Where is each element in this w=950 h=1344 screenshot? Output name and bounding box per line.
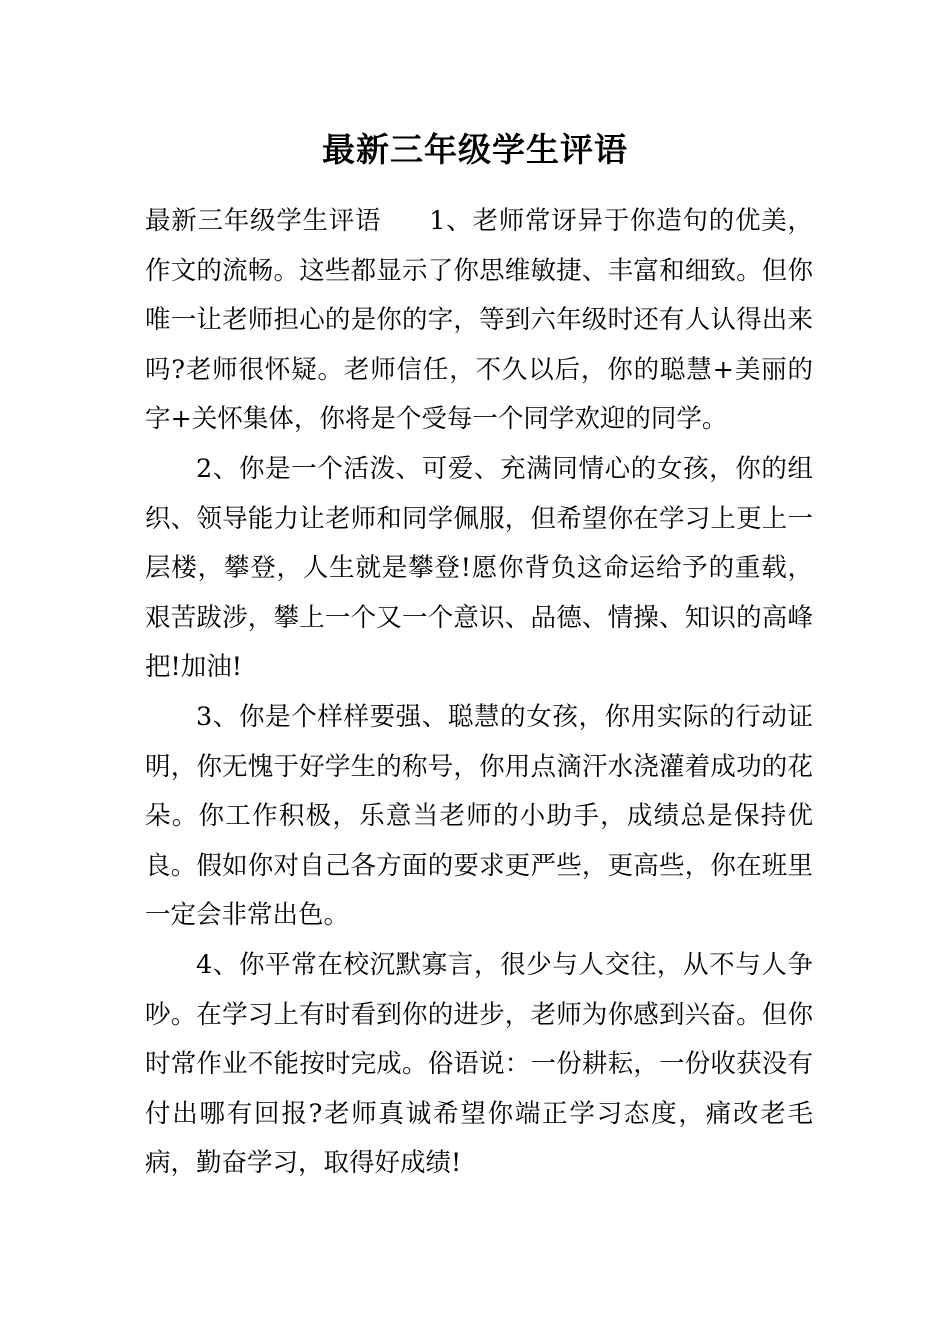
document-body <box>145 197 813 1189</box>
lead-label: 最新三年级学生评语 <box>145 206 382 236</box>
paragraph-2: 2、你是一个活泼、可爱、充满同情心的女孩，你的组织、领导能力让老师和同学佩服，但希望你在学习上更上一层楼，攀登，人生就是攀登!愿你背负这命运给予的重载，艰苦跋涉，攀上一个又一个意识、品德、情操、知识的高峰把!加油! <box>145 453 813 683</box>
paragraph-3: 3、你是个样样要强、聪慧的女孩，你用实际的行动证明，你无愧于好学生的称号，你用点滴汗水浇灌着成功的花朵。你工作积极，乐意当老师的小助手，成绩总是保持优良。假如你对自己各方面的要求更严些，更高些，你在班里一定会非常出色。 <box>145 701 813 931</box>
paragraph-4: 4、你平常在校沉默寡言，很少与人交往，从不与人争吵。在学习上有时看到你的进步，老师为你感到兴奋。但你时常作业不能按时完成。俗语说：一份耕耘，一份收获没有付出哪有回报?老师真诚希望你端正学习态度，痛改老毛病，勤奋学习，取得好成绩! <box>145 949 813 1179</box>
document-title: 最新三年级学生评语 <box>322 130 628 169</box>
paragraph-1 <box>145 197 813 445</box>
paragraph-1-text: 1、老师常讶异于你造句的优美，作文的流畅。这些都显示了你思维敏捷、丰富和细致。但你唯一让老师担心的是你的字，等到六年级时还有人认得出来吗?老师很怀疑。老师信任，不久以后，你的聪慧+美丽的字+关怀集体，你将是个受每一个同学欢迎的同学。 <box>145 206 813 435</box>
